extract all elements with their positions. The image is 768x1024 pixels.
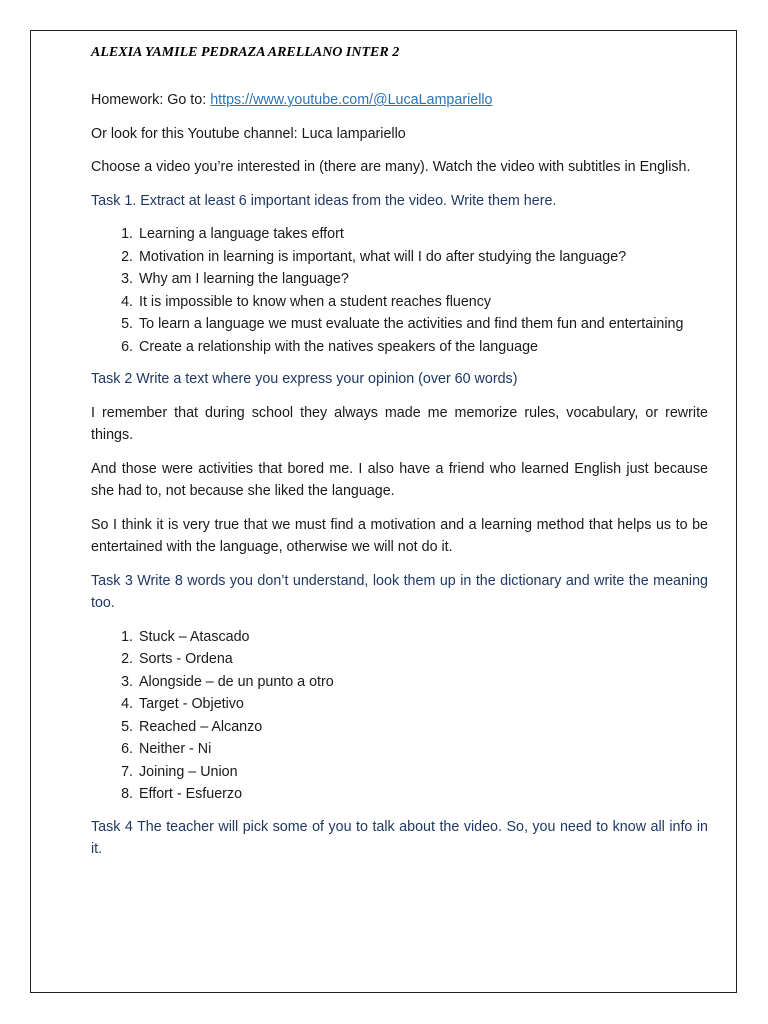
- list-item: 3. Alongside – de un punto a otro: [137, 671, 708, 694]
- list-item: 3. Why am I learning the language?: [137, 268, 708, 291]
- task3-vocabulary-list: [91, 626, 708, 806]
- list-item: 1. Stuck – Atascado: [137, 626, 708, 649]
- student-name-header: ALEXIA YAMILE PEDRAZA ARELLANO INTER 2: [91, 45, 400, 60]
- list-item: 2. Motivation in learning is important, what will I do after studying the language?: [137, 246, 708, 269]
- list-item: 2. Sorts - Ordena: [137, 648, 708, 671]
- list-item: 5. To learn a language we must evaluate the activities and find them fun and entertaining: [137, 313, 708, 336]
- task1-heading: Task 1. Extract at least 6 important ideas from the video. Write them here.: [91, 192, 557, 209]
- task4-heading: Task 4 The teacher will pick some of you to talk about the video. So, you need to know all info in it.: [91, 818, 708, 857]
- opinion-paragraph: So I think it is very true that we must find a motivation and a learning method that helps us to be entertained with the language, otherwise we will not do it.: [91, 516, 708, 555]
- list-item: 6. Create a relationship with the natives speakers of the language: [137, 336, 708, 359]
- document-content: [91, 45, 708, 872]
- channel-line: Or look for this Youtube channel: Luca lampariello: [91, 125, 406, 142]
- task2-heading: Task 2 Write a text where you express your opinion (over 60 words): [91, 371, 518, 387]
- list-item: 5. Reached – Alcanzo: [137, 716, 708, 739]
- task1-ideas-list: [91, 223, 708, 358]
- list-item: 8. Effort - Esfuerzo: [137, 783, 708, 806]
- homework-prefix: Homework: Go to:: [91, 92, 211, 108]
- document-page: [30, 30, 737, 993]
- list-item: 7. Joining – Union: [137, 761, 708, 784]
- list-item: 1. Learning a language takes effort: [137, 223, 708, 246]
- opinion-paragraph: I remember that during school they always made me memorize rules, vocabulary, or rewrite things.: [91, 404, 708, 443]
- list-item: 4. It is impossible to know when a student reaches fluency: [137, 291, 708, 314]
- homework-line: [91, 89, 708, 112]
- task3-heading: Task 3 Write 8 words you don’t understand, look them up in the dictionary and write the meaning too.: [91, 572, 708, 611]
- opinion-paragraph: And those were activities that bored me. I also have a friend who learned English just because she had to, not because she liked the language.: [91, 460, 708, 499]
- youtube-channel-link[interactable]: https://www.youtube.com/@LucaLampariello: [210, 92, 493, 108]
- list-item: 4. Target - Objetivo: [137, 693, 708, 716]
- list-item: 6. Neither - Ni: [137, 738, 708, 761]
- choose-video-instruction: Choose a video you’re interested in (there are many). Watch the video with subtitles in English.: [91, 159, 691, 175]
